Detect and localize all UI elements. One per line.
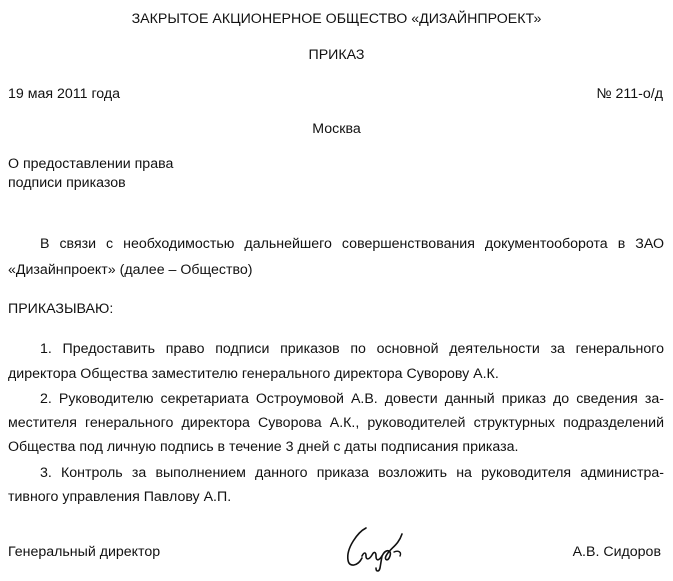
item-2-line-3: Общества под личную подпись в течение 3 дней с даты подписания приказа. (8, 439, 519, 455)
item-2-line-1: 2. Руководителю секретариата Остроумовой А.В. довести данный приказ до сведения за- (40, 391, 664, 407)
item-1-line-2: директора Общества заместителю генерального директора Суворову А.К. (8, 366, 499, 382)
item-1-line-1: 1. Предоставить право подписи приказов по основной деятельности за генерального (40, 341, 664, 357)
order-number: № 211-о/д (596, 86, 663, 102)
company-name: ЗАКРЫТОЕ АКЦИОНЕРНОЕ ОБЩЕСТВО «ДИЗАЙНПРОЕКТ» (131, 11, 542, 27)
document-type: ПРИКАЗ (308, 47, 365, 63)
handwritten-signature (336, 522, 416, 572)
preamble-line-2: «Дизайнпроект» (далее – Общество) (8, 262, 253, 278)
order-city: Москва (312, 121, 361, 137)
signatory-name: А.В. Сидоров (572, 544, 661, 560)
item-2-line-2: местителя генерального директора Суворова А.К., руководителей структурных подразделений (8, 415, 664, 431)
item-3-line-2: тивного управления Павлову А.П. (8, 489, 232, 505)
preamble-line-1: В связи с необходимостью дальнейшего совершенствования документооборота в ЗАО (40, 236, 664, 252)
order-word: ПРИКАЗЫВАЮ: (8, 301, 114, 317)
item-3-line-1: 3. Контроль за выполнением данного приказа возложить на руководителя администра- (40, 465, 664, 481)
subject-line-2: подписи приказов (8, 175, 126, 191)
subject-line-1: О предоставлении права (8, 156, 174, 172)
signatory-position: Генеральный директор (8, 544, 161, 560)
order-date: 19 мая 2011 года (8, 86, 121, 102)
